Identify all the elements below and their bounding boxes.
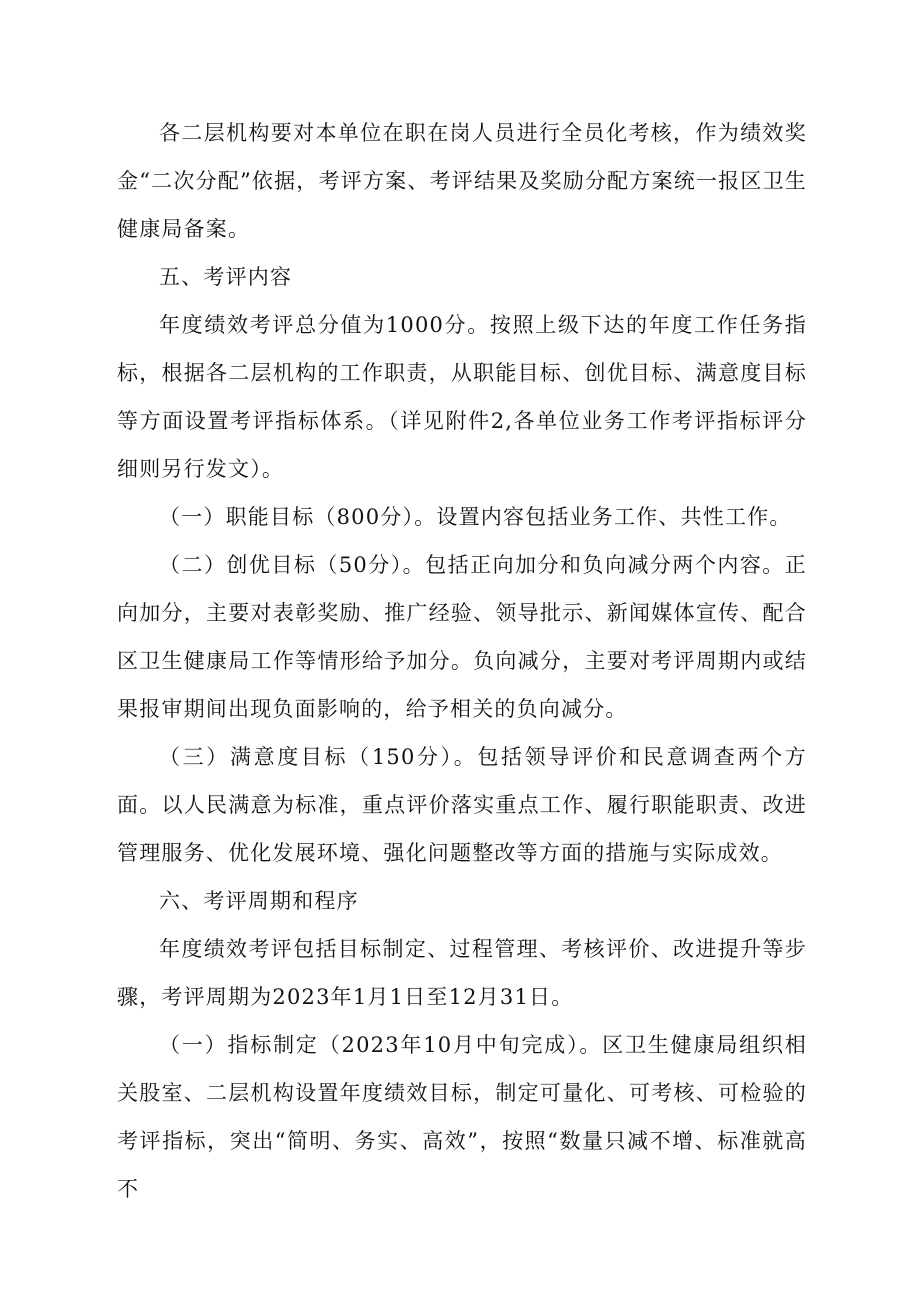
section-heading-six: 六、考评周期和程序 — [159, 889, 359, 913]
paragraph-assessment-cycle: 年度绩效考评包括目标制定、过程管理、考核评价、改进提升等步骤，考评周期为2023年1月1日至12月31日。 — [117, 937, 807, 1009]
paragraph-total-score: 年度绩效考评总分值为1000分。按照上级下达的年度工作任务指标，根据各二层机构的工作职责，从职能目标、创优目标、满意度目标等方面设置考评指标体系。（详见附件2,各单位业务工作考评指标评分细则另行发文）。 — [117, 313, 807, 481]
paragraph-functional-goal: （一）职能目标（800分）。设置内容包括业务工作、共性工作。 — [159, 505, 792, 529]
paragraph-satisfaction-goal: （三）满意度目标（150分）。包括领导评价和民意调查两个方面。以人民满意为标准，重点评价落实重点工作、履行职能职责、改进管理服务、优化发展环境、强化问题整改等方面的措施与实际成效。 — [117, 745, 807, 865]
paragraph-excellence-goal: （二）创优目标（50分）。包括正向加分和负向减分两个内容。正向加分，主要对表彰奖励、推广经验、领导批示、新闻媒体宣传、配合区卫生健康局工作等情形给予加分。负向减分，主要对考评周期内或结果报审期间出现负面影响的，给予相关的负向减分。 — [117, 553, 807, 721]
paragraph-indicator-setting: （一）指标制定（2023年10月中旬完成）。区卫生健康局组织相关股室、二层机构设置年度绩效目标，制定可量化、可考核、可检验的考评指标，突出“简明、务实、高效”，按照“数量只减不增、标准就高不 — [117, 1033, 807, 1201]
section-heading-five: 五、考评内容 — [159, 265, 293, 289]
document-body — [117, 109, 807, 1213]
paragraph-assessment-filing: 各二层机构要对本单位在职在岗人员进行全员化考核，作为绩效奖金“二次分配”依据，考评方案、考评结果及奖励分配方案统一报区卫生健康局备案。 — [117, 121, 807, 241]
